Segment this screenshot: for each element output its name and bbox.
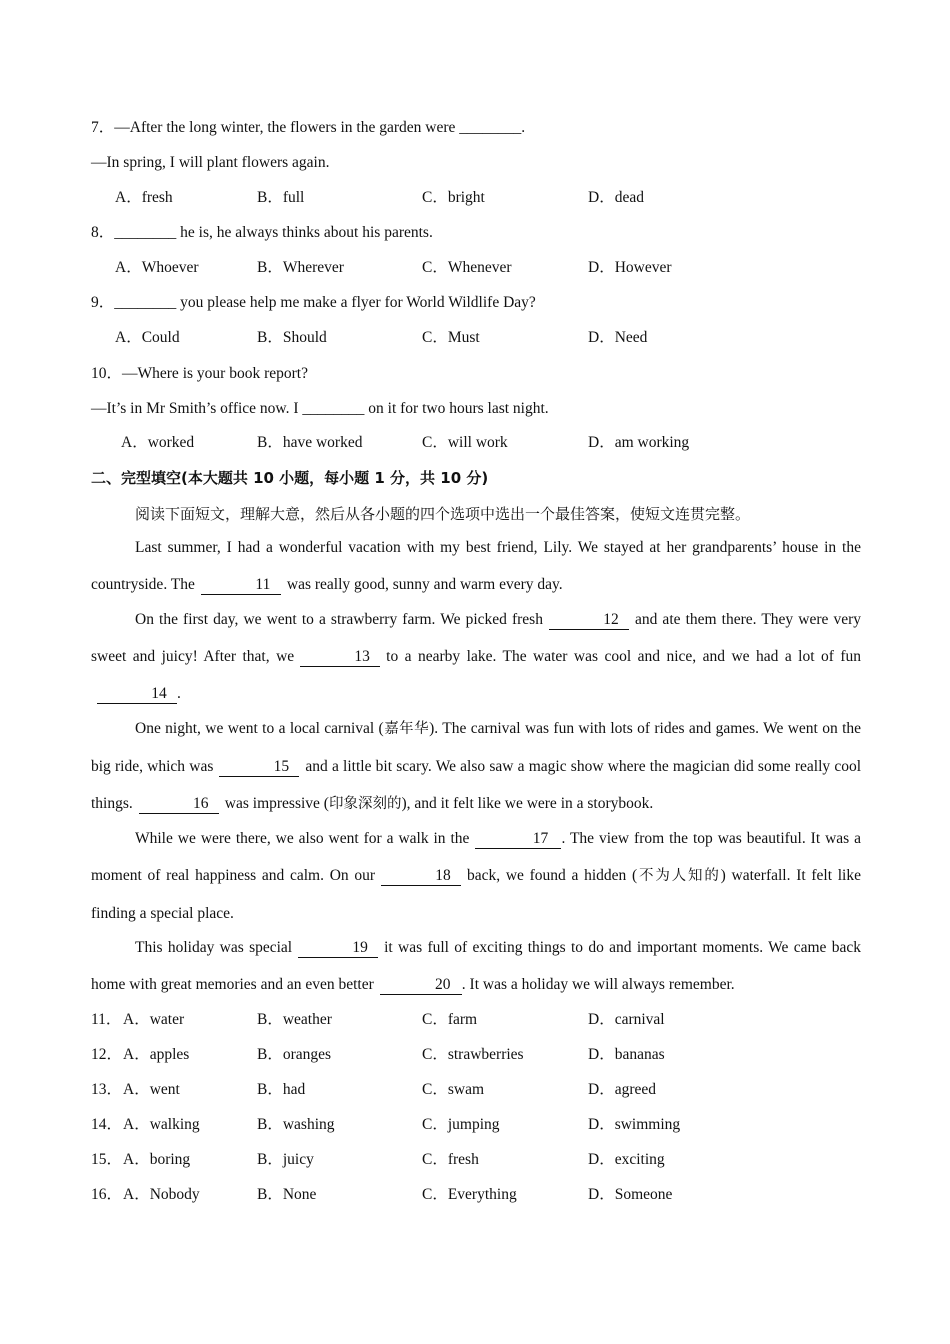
cloze-options-14 [91, 1115, 861, 1135]
cloze-options-11 [91, 1010, 861, 1030]
option-d: D．dead [588, 189, 644, 206]
option-c: C．farm [422, 1011, 478, 1028]
option-c: C．bright [422, 189, 485, 206]
blank-17: 17 [475, 830, 561, 849]
option-d: D．carnival [588, 1011, 665, 1028]
cloze-number: 14． [91, 1116, 123, 1133]
cloze-options-16 [91, 1185, 861, 1205]
option-c: C．Whenever [422, 259, 512, 276]
option-b: B．Should [257, 329, 327, 346]
option-c: C．strawberries [422, 1046, 524, 1063]
cloze-options-15 [91, 1150, 861, 1170]
question-7-dialogue: —In spring, I will plant flowers again. [91, 154, 330, 171]
cloze-number: 15． [91, 1151, 123, 1168]
question-text: —After the long winter, the flowers in the garden were ________. [114, 119, 526, 136]
section-heading: 二、完型填空(本大题共 10 小题，每小题 1 分，共 10 分) [91, 469, 489, 487]
passage-text: . [177, 685, 181, 702]
option-a: A．worked [121, 434, 195, 451]
passage-text: This holiday was special [135, 939, 293, 956]
option-d: D．exciting [588, 1151, 665, 1168]
option-c: C．jumping [422, 1116, 500, 1133]
chinese-gloss: 印象深刻的 [328, 796, 402, 812]
option-b: B．juicy [257, 1151, 314, 1168]
option-a: A．Whoever [115, 259, 199, 276]
question-9-options [91, 328, 861, 348]
option-a: A．water [123, 1011, 185, 1028]
cloze-number: 12． [91, 1046, 123, 1063]
option-b: B．weather [257, 1011, 332, 1028]
chinese-gloss: 嘉年华 [383, 721, 430, 737]
option-c: C．Must [422, 329, 480, 346]
option-b: B．oranges [257, 1046, 332, 1063]
option-a: A．Could [115, 329, 180, 346]
option-a: A．went [123, 1081, 180, 1098]
passage-paragraph-1 [91, 529, 861, 603]
option-a: A．fresh [115, 189, 173, 206]
option-d: D．am working [588, 434, 690, 451]
option-b: B．washing [257, 1116, 335, 1133]
question-text: ________ he is, he always thinks about his parents. [114, 224, 433, 241]
section-instruction: 阅读下面短文，理解大意，然后从各小题的四个选项中选出一个最佳答案，使短文连贯完整。 [135, 505, 751, 523]
passage-text: it was full of exciting things to do and important moments. We came back home with great memories and an even better [91, 939, 861, 993]
option-b: B．full [257, 189, 305, 206]
question-number: 10． [91, 365, 123, 382]
option-c: C．swam [422, 1081, 485, 1098]
option-d: D．agreed [588, 1081, 656, 1098]
option-c: C．fresh [422, 1151, 479, 1168]
passage-text: ) waterfall. It felt like finding a special place. [91, 867, 861, 922]
cloze-number: 11． [91, 1011, 122, 1028]
blank-13: 13 [300, 648, 380, 667]
blank-20: 20 [380, 976, 462, 995]
passage-text: to a nearby lake. The water was cool and nice, and we had a lot of fun [386, 648, 861, 665]
cloze-options-13 [91, 1080, 861, 1100]
passage-paragraph-5 [91, 929, 861, 1003]
question-10-dialogue: —It’s in Mr Smith’s office now. I ________ on it for two hours last night. [91, 400, 549, 417]
option-a: A．boring [123, 1151, 191, 1168]
exam-page [91, 0, 861, 1344]
option-c: C．will work [422, 434, 508, 451]
blank-16: 16 [139, 795, 219, 814]
passage-text: . It was a holiday we will always remember. [461, 976, 735, 993]
question-8-options [91, 258, 861, 278]
question-7-stem [91, 118, 525, 138]
passage-paragraph-4 [91, 820, 861, 932]
cloze-options-12 [91, 1045, 861, 1065]
cloze-number: 13． [91, 1081, 123, 1098]
passage-text: was really good, sunny and warm every day. [286, 576, 563, 593]
option-a: A．apples [123, 1046, 190, 1063]
blank-19: 19 [298, 939, 378, 958]
passage-paragraph-3 [91, 710, 861, 823]
passage-text: ), and it felt like we were in a storybook. [401, 795, 654, 812]
passage-paragraph-2 [91, 601, 861, 712]
passage-text: ). The carnival was fun with lots of rides and games. We went on the big ride, which was [91, 720, 862, 775]
blank-11: 11 [201, 576, 281, 595]
passage-text: back, we found a hidden ( [467, 867, 638, 884]
option-a: A．walking [123, 1116, 200, 1133]
question-10-stem [91, 364, 308, 384]
passage-text: One night, we went to a local carnival ( [135, 720, 384, 737]
blank-18: 18 [381, 867, 461, 886]
question-number: 8． [91, 224, 115, 241]
passage-text: On the first day, we went to a strawberry farm. We picked fresh [135, 611, 543, 628]
question-10-options [91, 433, 861, 453]
option-d: D．Someone [588, 1186, 673, 1203]
option-b: B．None [257, 1186, 317, 1203]
option-d: D．swimming [588, 1116, 681, 1133]
option-d: D．Need [588, 329, 648, 346]
cloze-number: 16． [91, 1186, 123, 1203]
blank-12: 12 [549, 611, 629, 630]
question-8-stem [91, 223, 433, 243]
blank-14: 14 [97, 685, 177, 704]
question-text: ________ you please help me make a flyer for World Wildlife Day? [114, 294, 536, 311]
option-b: B．Wherever [257, 259, 344, 276]
option-b: B．have worked [257, 434, 363, 451]
question-text: —Where is your book report? [122, 365, 308, 382]
passage-text: . The view from the top was beautiful. It was a moment of real happiness and calm. On our [91, 830, 861, 884]
passage-text: Last summer, I had a wonderful vacation with my best friend, Lily. We stayed at her grandparents’ house in the countryside. The [91, 539, 861, 593]
passage-text: While we were there, we also went for a walk in the [135, 830, 470, 847]
option-d: D．bananas [588, 1046, 665, 1063]
option-b: B．had [257, 1081, 306, 1098]
blank-15: 15 [219, 758, 299, 777]
passage-text: was impressive ( [224, 795, 329, 812]
question-9-stem [91, 293, 536, 313]
option-a: A．Nobody [123, 1186, 200, 1203]
question-number: 7． [91, 119, 115, 136]
passage-text: and ate them there. They were very sweet and juicy! After that, we [91, 611, 861, 665]
option-c: C．Everything [422, 1186, 517, 1203]
question-number: 9． [91, 294, 115, 311]
passage-text: and a little bit scary. We also saw a magic show where the magician did some really cool things. [91, 758, 862, 812]
option-d: D．However [588, 259, 672, 276]
chinese-gloss: 不为人知的 [637, 868, 721, 884]
question-7-options [91, 188, 861, 208]
